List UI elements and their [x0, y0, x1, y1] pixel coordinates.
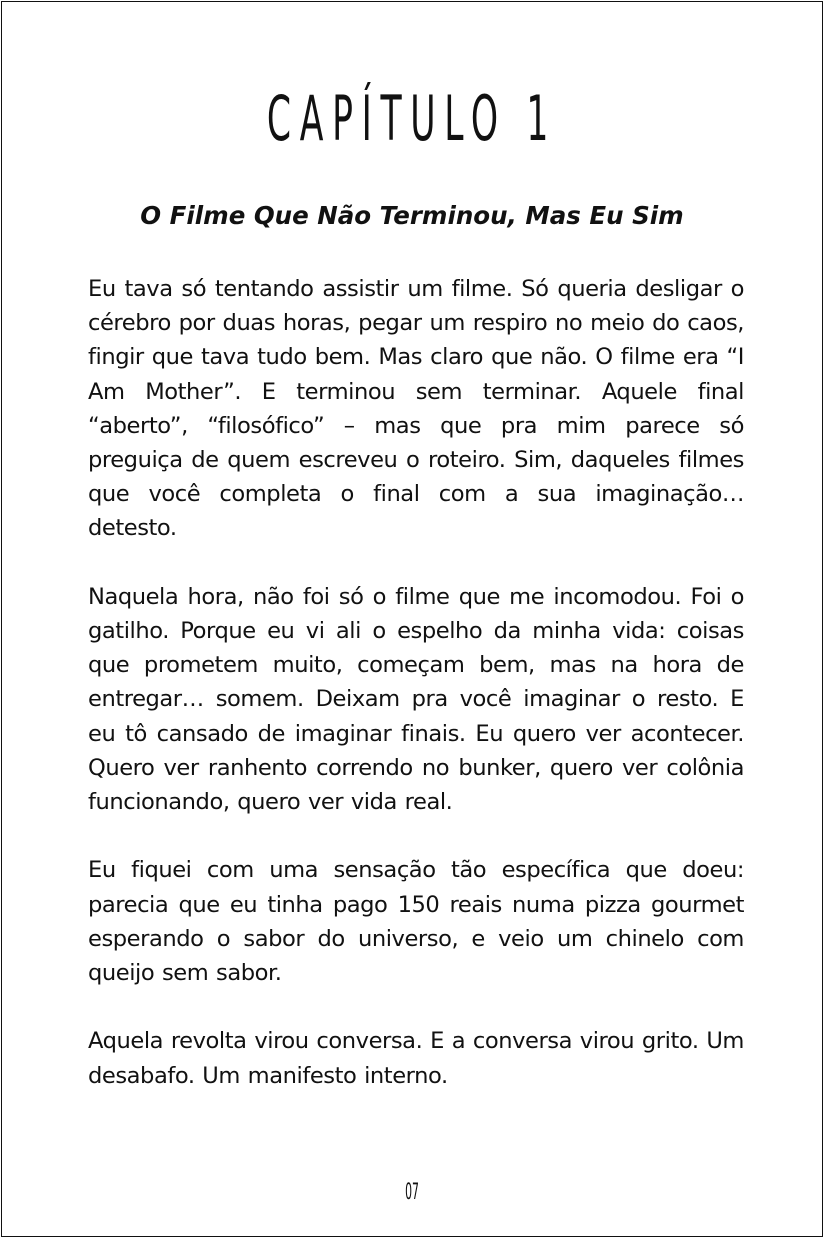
paragraph: Naquela hora, não foi só o filme que me incomodou. Foi o gatilho. Porque eu vi ali o espelho da minha vida: coisas que prometem muito, começam bem, mas na hora de entregar… somem. Deixam pra você imaginar o resto. E eu tô cansado de imaginar finais. Eu quero ver acontecer. Quero ver ranhento correndo no bunker, quero ver colônia funcionando, quero ver vida real.: [88, 583, 744, 816]
book-page: [1, 1, 823, 1237]
body-text: [88, 272, 744, 1127]
chapter-subtitle: O Filme Que Não Terminou, Mas Eu Sim: [140, 201, 684, 230]
page-number: 07: [405, 1180, 419, 1205]
paragraph: Aquela revolta virou conversa. E a conversa virou grito. Um desabafo. Um manifesto interno.: [88, 1028, 744, 1089]
paragraph: Eu tava só tentando assistir um filme. Só queria desligar o cérebro por duas horas, pegar um respiro no meio do caos, fingir que tava tudo bem. Mas claro que não. O filme era “I Am Mother”. E terminou sem terminar. Aquele final “aberto”, “filosófico” – mas que pra mim parece só preguiça de quem escreveu o roteiro. Sim, daqueles filmes que você completa o final com a sua imaginação… detesto.: [88, 276, 744, 542]
paragraph: Eu fiquei com uma sensação tão específica que doeu: parecia que eu tinha pago 150 reais numa pizza gourmet esperando o sabor do universo, e veio um chinelo com queijo sem sabor.: [88, 857, 744, 987]
chapter-title: CAPÍTULO 1: [266, 82, 558, 155]
